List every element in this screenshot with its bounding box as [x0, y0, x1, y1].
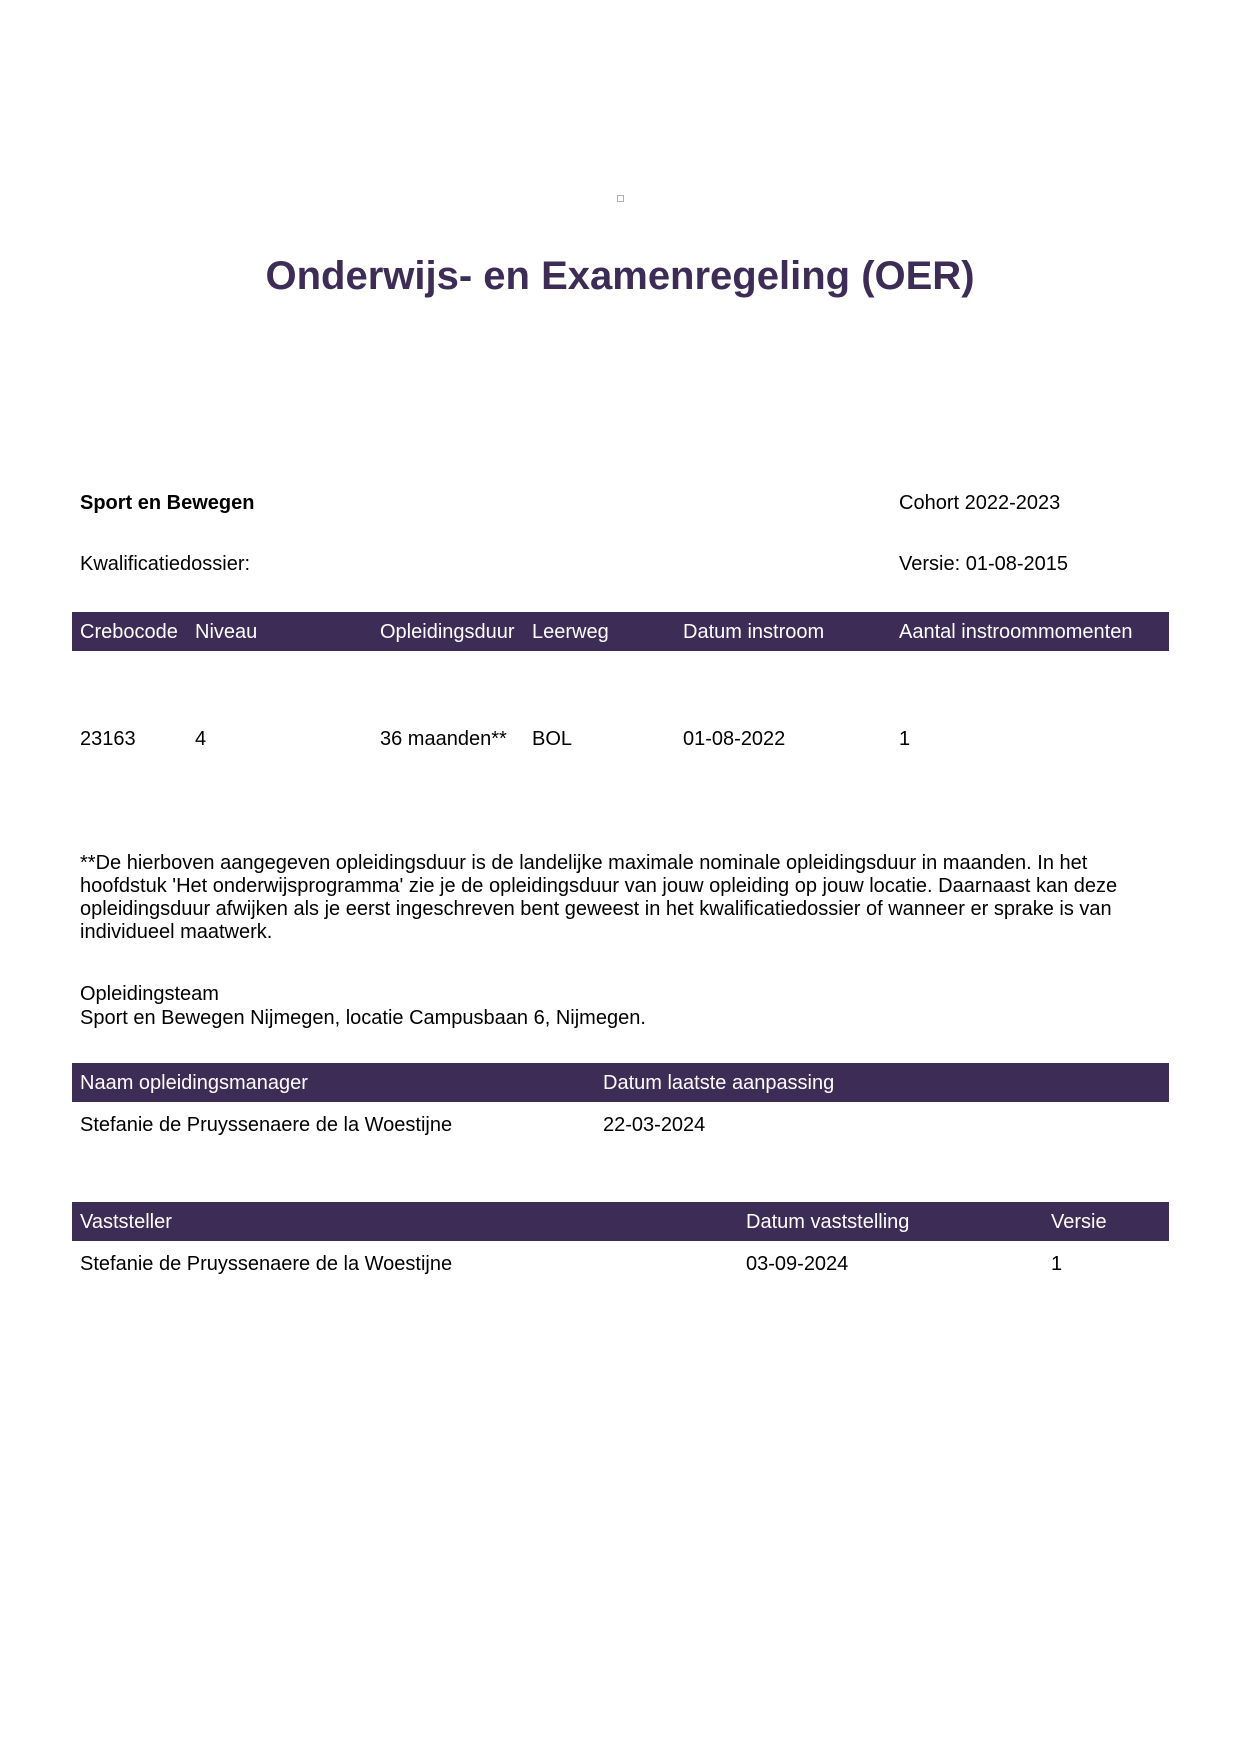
- column-header-vaststeller: Vaststeller: [80, 1211, 172, 1233]
- cell-vaststeller: Stefanie de Pruyssenaere de la Woestijne: [80, 1253, 453, 1275]
- program-table-header: [72, 612, 1169, 651]
- qualification-label: Kwalificatiedossier:: [80, 553, 251, 575]
- column-header-datum-vaststelling: Datum vaststelling: [746, 1211, 910, 1233]
- qualification-version: Versie: 01-08-2015: [899, 553, 1069, 575]
- column-header-datum-laatste-aanpassing: Datum laatste aanpassing: [603, 1072, 835, 1094]
- cell-last-modified-date: 22-03-2024: [603, 1114, 706, 1136]
- column-header-leerweg: Leerweg: [532, 621, 609, 643]
- cell-leerweg: BOL: [532, 728, 573, 750]
- manager-table-header: [72, 1063, 1169, 1102]
- table-row: [72, 1253, 1169, 1278]
- column-header-niveau: Niveau: [195, 621, 258, 643]
- table-row: [72, 728, 1169, 753]
- column-header-opleidingsduur: Opleidingsduur: [380, 621, 515, 643]
- cell-datum-instroom: 01-08-2022: [683, 728, 786, 750]
- cohort: Cohort 2022-2023: [899, 492, 1061, 514]
- logo-placeholder-icon: [617, 195, 624, 202]
- cell-datum-vaststelling: 03-09-2024: [746, 1253, 849, 1275]
- program-name: Sport en Bewegen: [80, 492, 255, 514]
- team-location: Sport en Bewegen Nijmegen, locatie Campusbaan 6, Nijmegen.: [80, 1007, 646, 1029]
- table-row: [72, 1114, 1169, 1139]
- cell-crebocode: 23163: [80, 728, 136, 750]
- column-header-datum-instroom: Datum instroom: [683, 621, 825, 643]
- footnote: **De hierboven aangegeven opleidingsduur is de landelijke maximale nominale opleidingsduur in maanden. In het hoofdstuk 'Het onderwijsprogramma' zie je de opleidingsduur van jouw opleiding op jouw locatie. Daarnaast kan deze opleidingsduur afwijken als je eerst ingeschreven bent geweest in het kwalificatiedossier of wanneer er sprake is van individueel maatwerk.: [80, 852, 1118, 943]
- column-header-versie: Versie: [1051, 1211, 1107, 1233]
- team-label: Opleidingsteam: [80, 983, 219, 1005]
- column-header-naam-opleidingsmanager: Naam opleidingsmanager: [80, 1072, 308, 1094]
- cell-aantal-instroommomenten: 1: [899, 728, 911, 750]
- column-header-aantal-instroommomenten: Aantal instroommomenten: [899, 621, 1133, 643]
- page-title: Onderwijs- en Examenregeling (OER): [265, 254, 975, 298]
- adoption-table-header: [72, 1202, 1169, 1241]
- cell-niveau: 4: [195, 728, 207, 750]
- cell-opleidingsduur: 36 maanden**: [380, 728, 507, 750]
- cell-versie: 1: [1051, 1253, 1063, 1275]
- column-header-crebocode: Crebocode: [80, 621, 178, 643]
- cell-manager-name: Stefanie de Pruyssenaere de la Woestijne: [80, 1114, 453, 1136]
